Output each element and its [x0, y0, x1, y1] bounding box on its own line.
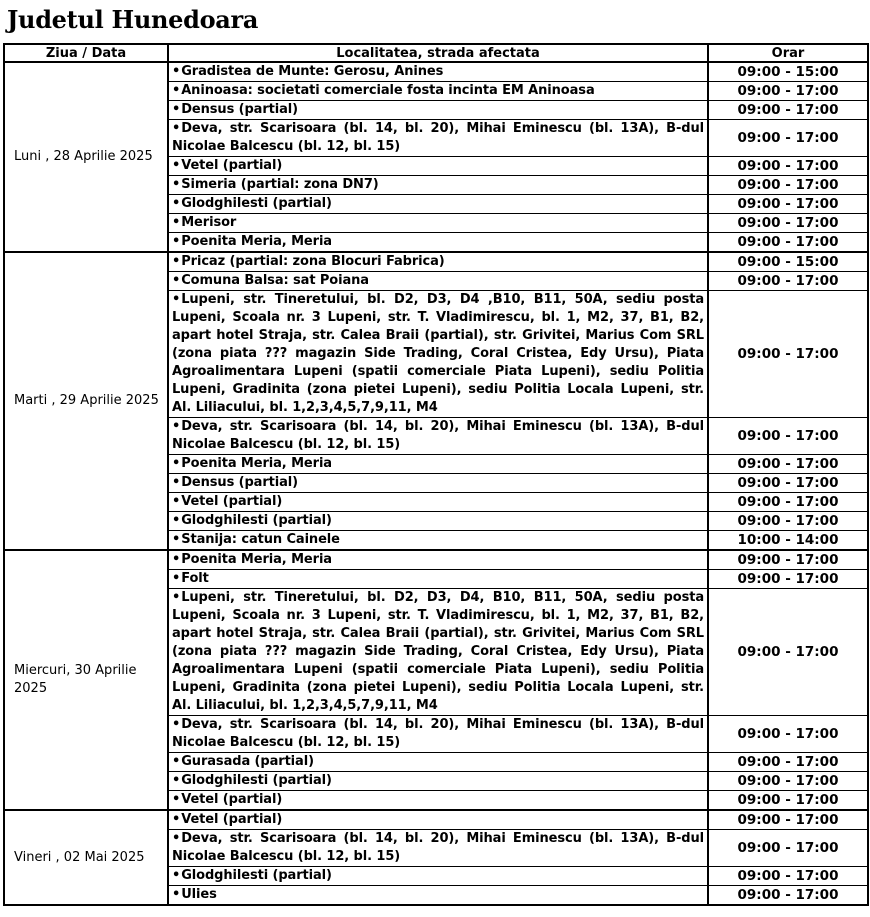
bullet-icon: •: [172, 868, 181, 884]
bullet-icon: •: [172, 571, 181, 587]
locality-cell: [168, 101, 708, 120]
bullet-icon: •: [172, 831, 181, 847]
bullet-icon: •: [172, 83, 181, 99]
time-cell: 09:00 - 17:00: [708, 214, 868, 233]
locality-cell: [168, 716, 708, 753]
bullet-icon: •: [172, 234, 181, 250]
table-row: [4, 810, 868, 830]
bullet-icon: •: [172, 292, 181, 308]
locality-cell: [168, 62, 708, 82]
day-section: [4, 62, 868, 252]
locality-cell: [168, 82, 708, 101]
locality-cell: [168, 810, 708, 830]
time-cell: 09:00 - 17:00: [708, 176, 868, 195]
bullet-icon: •: [172, 64, 181, 80]
locality-cell: [168, 252, 708, 272]
locality-text: Ulies: [181, 887, 217, 903]
time-cell: 09:00 - 17:00: [708, 589, 868, 716]
time-cell: 09:00 - 17:00: [708, 493, 868, 512]
time-cell: 09:00 - 17:00: [708, 101, 868, 120]
locality-text: Comuna Balsa: sat Poiana: [181, 273, 369, 289]
bullet-icon: •: [172, 532, 181, 548]
bullet-icon: •: [172, 887, 181, 903]
time-cell: 09:00 - 17:00: [708, 753, 868, 772]
locality-cell: [168, 455, 708, 474]
locality-cell: [168, 589, 708, 716]
time-cell: 09:00 - 17:00: [708, 291, 868, 418]
locality-text: Deva, str. Scarisoara (bl. 14, bl. 20), Mihai Eminescu (bl. 13A), B-dul Nicolae Balcescu (bl. 12, bl. 15): [172, 831, 704, 865]
time-cell: 09:00 - 17:00: [708, 195, 868, 214]
locality-text: Poenita Meria, Meria: [181, 456, 332, 472]
bullet-icon: •: [172, 475, 181, 491]
header-localitatea: Localitatea, strada afectata: [168, 44, 708, 62]
bullet-icon: •: [172, 196, 181, 212]
day-section: [4, 252, 868, 550]
time-cell: 09:00 - 17:00: [708, 830, 868, 867]
locality-text: Merisor: [181, 215, 237, 231]
locality-text: Glodghilesti (partial): [181, 868, 332, 884]
locality-cell: [168, 291, 708, 418]
locality-text: Lupeni, str. Tineretului, bl. D2, D3, D4 ,B10, B11, 50A, sediu posta Lupeni, Scoala nr. 3 Lupeni, str. T. Vladimirescu, bl. 1, M2, 37, B1, B2, apart hotel Straja, str. Calea Braii (partial), str. Grivitei, Marius Com SRL (zona piata ??? magazin Side Trading, Coral Cristea, Edy Ursu), Piata Agroalimentara Lupeni (spatii comerciale Piata Lupeni), sediu Politia Lupeni, Gradinita (zona pietei Lupeni), sediu Politia Locala Lupeni, str. Al. Liliacului, bl. 1,2,3,4,5,7,9,11, M4: [172, 292, 704, 416]
locality-cell: [168, 493, 708, 512]
locality-text: Stanija: catun Cainele: [181, 532, 340, 548]
bullet-icon: •: [172, 792, 181, 808]
time-cell: 09:00 - 17:00: [708, 570, 868, 589]
locality-cell: [168, 531, 708, 551]
locality-text: Vetel (partial): [181, 812, 283, 828]
locality-cell: [168, 570, 708, 589]
bullet-icon: •: [172, 717, 181, 733]
bullet-icon: •: [172, 812, 181, 828]
bullet-icon: •: [172, 494, 181, 510]
locality-cell: [168, 176, 708, 195]
locality-text: Glodghilesti (partial): [181, 773, 332, 789]
outage-table: [3, 43, 869, 906]
time-cell: 09:00 - 17:00: [708, 886, 868, 906]
time-cell: 09:00 - 17:00: [708, 455, 868, 474]
time-cell: 09:00 - 17:00: [708, 867, 868, 886]
header-ziua-data: Ziua / Data: [4, 44, 168, 62]
time-cell: 09:00 - 17:00: [708, 512, 868, 531]
locality-cell: [168, 550, 708, 570]
locality-cell: [168, 195, 708, 214]
locality-cell: [168, 214, 708, 233]
locality-text: Vetel (partial): [181, 494, 283, 510]
locality-text: Deva, str. Scarisoara (bl. 14, bl. 20), Mihai Eminescu (bl. 13A), B-dul Nicolae Balcescu (bl. 12, bl. 15): [172, 717, 704, 751]
locality-cell: [168, 772, 708, 791]
table-header: [4, 44, 868, 62]
locality-text: Poenita Meria, Meria: [181, 552, 332, 568]
time-cell: 09:00 - 17:00: [708, 157, 868, 176]
time-cell: 09:00 - 15:00: [708, 252, 868, 272]
locality-cell: [168, 753, 708, 772]
locality-cell: [168, 272, 708, 291]
time-cell: 09:00 - 17:00: [708, 810, 868, 830]
locality-text: Pricaz (partial: zona Blocuri Fabrica): [181, 254, 445, 270]
locality-cell: [168, 418, 708, 455]
bullet-icon: •: [172, 158, 181, 174]
time-cell: 09:00 - 17:00: [708, 772, 868, 791]
bullet-icon: •: [172, 254, 181, 270]
locality-text: Gradistea de Munte: Gerosu, Anines: [181, 64, 444, 80]
time-cell: 09:00 - 17:00: [708, 550, 868, 570]
locality-text: Glodghilesti (partial): [181, 513, 332, 529]
bullet-icon: •: [172, 456, 181, 472]
bullet-icon: •: [172, 215, 181, 231]
date-cell: Luni , 28 Aprilie 2025: [4, 62, 168, 252]
locality-text: Lupeni, str. Tineretului, bl. D2, D3, D4, B10, B11, 50A, sediu posta Lupeni, Scoala nr. 3 Lupeni, str. T. Vladimirescu, bl. 1, M2, 37, B1, B2, apart hotel Straja, str. Calea Braii (partial), str. Grivitei, Marius Com SRL (zona piata ??? magazin Side Trading, Coral Cristea, Edy Ursu), Piata Agroalimentara Lupeni (spatii comerciale Piata Lupeni), sediu Politia Lupeni, Gradinita (zona pietei Lupeni), sediu Politia Locala Lupeni, str. Al. Liliacului, bl. 1,2,3,4,5,7,9,11, M4: [172, 590, 704, 714]
date-cell: Miercuri, 30 Aprilie 2025: [4, 550, 168, 810]
locality-text: Folt: [181, 571, 209, 587]
time-cell: 09:00 - 17:00: [708, 120, 868, 157]
locality-text: Simeria (partial: zona DN7): [181, 177, 379, 193]
bullet-icon: •: [172, 590, 181, 606]
locality-text: Aninoasa: societati comerciale fosta incinta EM Aninoasa: [181, 83, 595, 99]
page-title: Judetul Hunedoara: [7, 5, 259, 34]
time-cell: 09:00 - 17:00: [708, 791, 868, 811]
bullet-icon: •: [172, 552, 181, 568]
table-row: [4, 62, 868, 82]
locality-cell: [168, 157, 708, 176]
header-row: [4, 44, 868, 62]
time-cell: 10:00 - 14:00: [708, 531, 868, 551]
header-orar: Orar: [708, 44, 868, 62]
time-cell: 09:00 - 17:00: [708, 233, 868, 253]
time-cell: 09:00 - 17:00: [708, 418, 868, 455]
date-cell: Marti , 29 Aprilie 2025: [4, 252, 168, 550]
locality-text: Glodghilesti (partial): [181, 196, 332, 212]
locality-text: Deva, str. Scarisoara (bl. 14, bl. 20), Mihai Eminescu (bl. 13A), B-dul Nicolae Balcescu (bl. 12, bl. 15): [172, 121, 704, 155]
locality-cell: [168, 791, 708, 811]
bullet-icon: •: [172, 754, 181, 770]
day-section: [4, 810, 868, 905]
date-cell: Vineri , 02 Mai 2025: [4, 810, 168, 905]
time-cell: 09:00 - 17:00: [708, 474, 868, 493]
day-section: [4, 550, 868, 810]
locality-cell: [168, 474, 708, 493]
time-cell: 09:00 - 17:00: [708, 272, 868, 291]
locality-cell: [168, 233, 708, 253]
bullet-icon: •: [172, 773, 181, 789]
locality-text: Vetel (partial): [181, 792, 283, 808]
bullet-icon: •: [172, 177, 181, 193]
bullet-icon: •: [172, 513, 181, 529]
bullet-icon: •: [172, 102, 181, 118]
locality-cell: [168, 886, 708, 906]
locality-text: Vetel (partial): [181, 158, 283, 174]
locality-text: Poenita Meria, Meria: [181, 234, 332, 250]
table-row: [4, 550, 868, 570]
locality-text: Densus (partial): [181, 475, 299, 491]
time-cell: 09:00 - 17:00: [708, 82, 868, 101]
time-cell: 09:00 - 15:00: [708, 62, 868, 82]
locality-cell: [168, 120, 708, 157]
bullet-icon: •: [172, 121, 181, 137]
bullet-icon: •: [172, 273, 181, 289]
bullet-icon: •: [172, 419, 181, 435]
locality-cell: [168, 512, 708, 531]
time-cell: 09:00 - 17:00: [708, 716, 868, 753]
locality-cell: [168, 830, 708, 867]
locality-cell: [168, 867, 708, 886]
table-row: [4, 252, 868, 272]
locality-text: Gurasada (partial): [181, 754, 314, 770]
locality-text: Densus (partial): [181, 102, 299, 118]
locality-text: Deva, str. Scarisoara (bl. 14, bl. 20), Mihai Eminescu (bl. 13A), B-dul Nicolae Balcescu (bl. 12, bl. 15): [172, 419, 704, 453]
